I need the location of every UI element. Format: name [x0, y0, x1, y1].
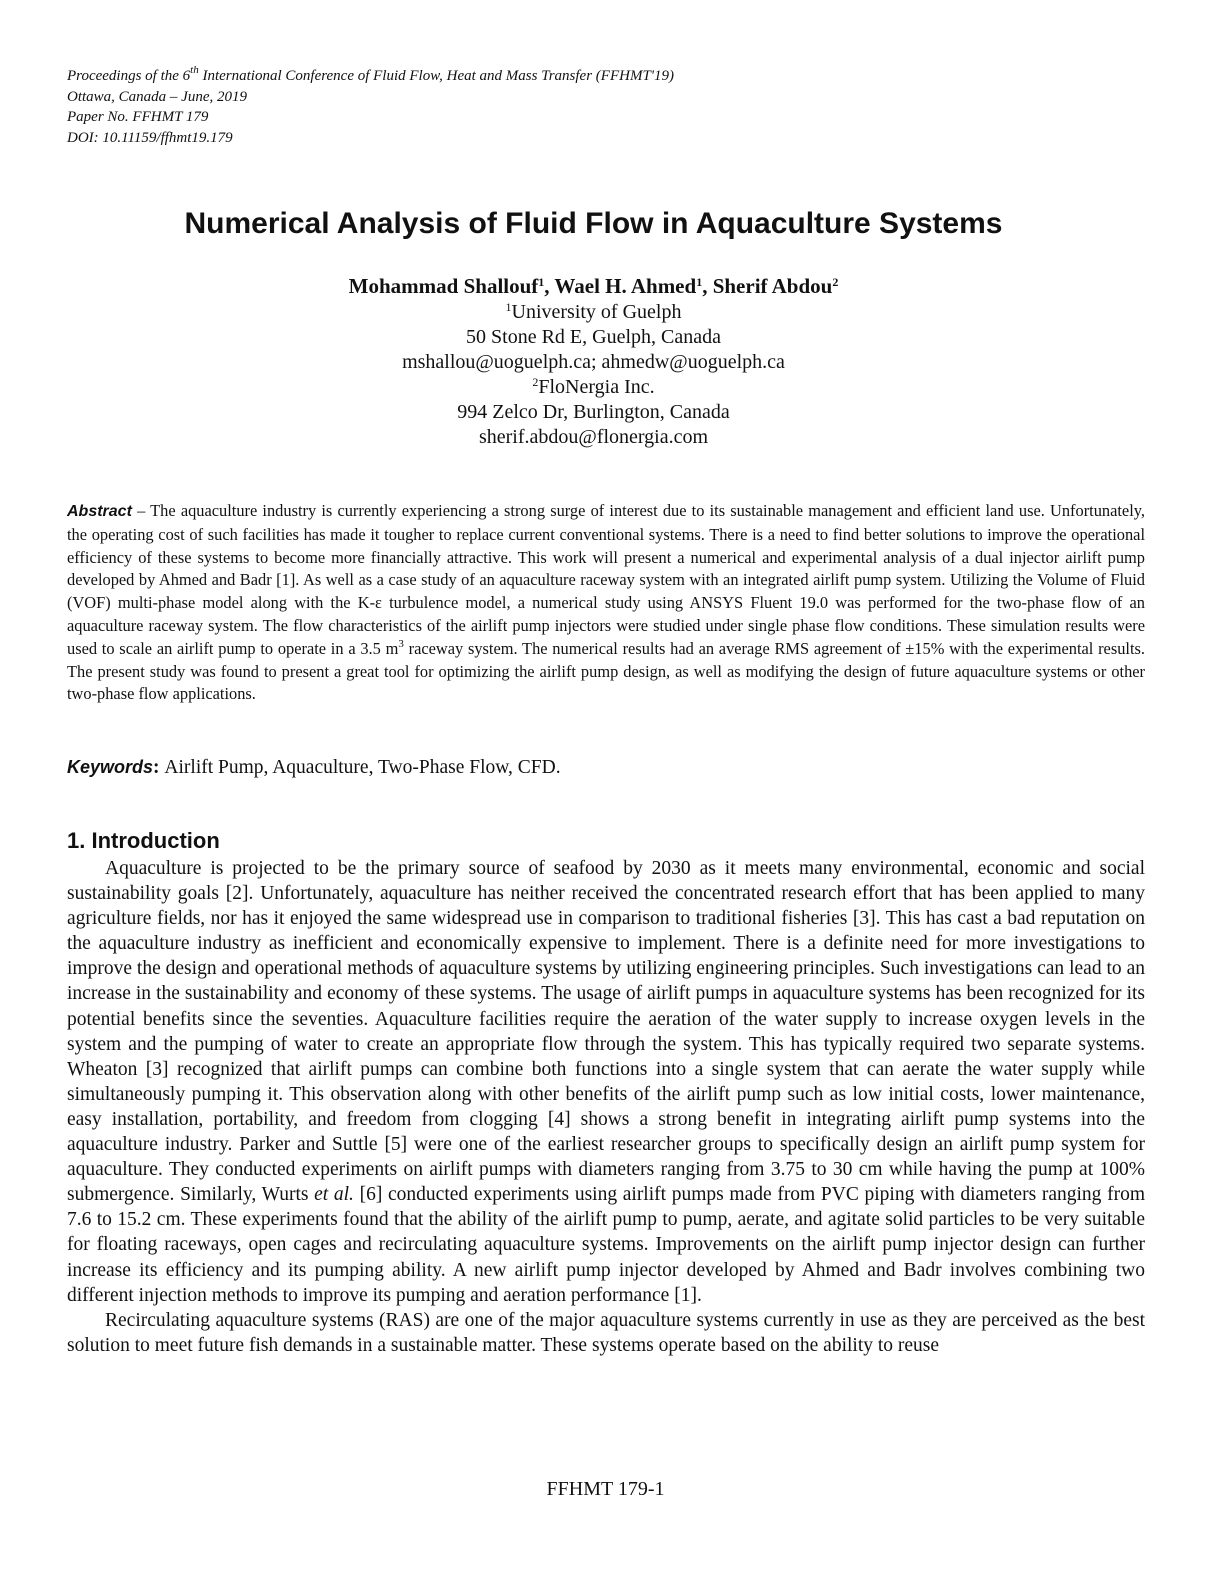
- keywords-text: Airlift Pump, Aquaculture, Two-Phase Flow, CFD.: [164, 757, 561, 778]
- author-block: [0, 272, 1187, 450]
- proceedings-line-post: International Conference of Fluid Flow, Heat and Mass Transfer (FFHMT'19): [198, 68, 674, 84]
- author-name: Sherif Abdou: [712, 274, 833, 298]
- ordinal-superscript: th: [190, 64, 199, 76]
- location-date-line: Ottawa, Canada – June, 2019: [67, 88, 247, 105]
- page-footer: FFHMT 179-1: [546, 1478, 665, 1500]
- introduction-body: [67, 856, 1145, 1358]
- cubic-superscript: 3: [398, 637, 404, 650]
- affiliation-2-email: sherif.abdou@flonergia.com: [478, 426, 709, 448]
- abstract: [67, 500, 1145, 706]
- paragraph-text-continued: [6] conducted experiments using airlift pumps made from PVC piping with diameters ranging from 7.6 to 15.2 cm. These experiments found that the ability of the airlift pump to pump, aerate, and agitate solid particles to be very suitable for floating raceways, open cages and recirculating aquaculture systems. Improvements on the airlift pump injector design can further increase its efficiency and its pumping ability. A new airlift pump injector developed by Ahmed and Badr involves combining two different injection methods to improve its pumping and aeration performance [1].: [67, 1184, 1145, 1306]
- author-name: Wael H. Ahmed: [554, 274, 697, 298]
- abstract-text-continued: raceway system. The numerical results had an average RMS agreement of ±15% with the experimental results. The present study was found to present a great tool for optimizing the airlift pump design, as well as modifying the design of future aquaculture systems or other two-phase flow applications.: [67, 638, 1145, 704]
- affiliation-marker: 1: [505, 300, 512, 314]
- author-separator: ,: [702, 274, 713, 298]
- introduction-paragraph-1: [67, 856, 1145, 1308]
- author-name: Mohammad Shallouf: [348, 274, 539, 298]
- affiliation-marker: 1: [538, 275, 545, 289]
- affiliation-2-address: 994 Zelco Dr, Burlington, Canada: [457, 401, 730, 423]
- proceedings-line: [67, 66, 967, 87]
- paper-title: Numerical Analysis of Fluid Flow in Aquaculture Systems: [184, 207, 1003, 240]
- abstract-text: The aquaculture industry is currently experiencing a strong surge of interest due to its sustainable management and efficient land use. Unfortunately, the operating cost of such facilities has made it tougher to replace current conventional systems. There is a need to find better solutions to improve the operational efficiency of these systems to become more financially attractive. This work will present a numerical and experimental analysis of a dual injector airlift pump developed by Ahmed and Badr [1]. As well as a case study of an aquaculture raceway system with an integrated airlift pump system. Utilizing the Volume of Fluid (VOF) multi-phase model along with the K-ε turbulence model, a numerical study using ANSYS Fluent 19.0 was performed for the two-phase flow of an aquaculture raceway system. The flow characteristics of the airlift pump injectors were studied under single phase flow conditions. These simulation results were used to scale an airlift pump to operate in a 3.5 m: [67, 501, 1145, 658]
- affiliation-name: FloNergia Inc.: [538, 376, 655, 398]
- doi-line: DOI: 10.11159/ffhmt19.179: [67, 129, 233, 146]
- author-separator: ,: [544, 274, 555, 298]
- section-heading-introduction: 1. Introduction: [67, 828, 220, 853]
- abstract-label: Abstract: [67, 503, 132, 520]
- affiliation-1-address: 50 Stone Rd E, Guelph, Canada: [466, 326, 721, 348]
- keywords-label: Keywords: [67, 757, 154, 777]
- proceedings-line-pre: Proceedings of the 6: [67, 68, 191, 84]
- affiliation-1-emails: mshallou@uoguelph.ca; ahmedw@uoguelph.ca: [402, 351, 785, 373]
- affiliation-name: University of Guelph: [511, 301, 682, 323]
- abstract-dash: –: [131, 501, 151, 520]
- italic-et-al: et al.: [314, 1184, 354, 1206]
- affiliation-marker: 1: [696, 275, 703, 289]
- keywords: [67, 754, 1145, 781]
- affiliation-marker: 2: [532, 375, 539, 389]
- paragraph-text: Aquaculture is projected to be the primary source of seafood by 2030 as it meets many environmental, economic and social sustainability goals [2]. Unfortunately, aquaculture has neither received the concentrated research effort that has been applied to many agriculture fields, nor has it enjoyed the same widespread use in comparison to traditional fisheries [3]. This has cast a bad reputation on the aquaculture industry as inefficient and economically expensive to implement. There is a definite need for more investigations to improve the design and operational methods of aquaculture systems by utilizing engineering principles. Such investigations can lead to an increase in the sustainability and economy of these systems. The usage of airlift pumps in aquaculture systems has been recognized for its potential benefits since the seventies. Aquaculture facilities require the aeration of the water supply to increase oxygen levels in the system and the pumping of water to create an appropriate flow through the system. This has typically required two separate systems. Wheaton [3] recognized that airlift pumps can combine both functions into a single system that can aerate the water supply while simultaneously pumping it. This observation along with other benefits of the airlift pump such as low initial costs, lower maintenance, easy installation, portability, and freedom from clogging [4] shows a strong benefit in integrating airlift pump systems into the aquaculture industry. Parker and Suttle [5] were one of the earliest researcher groups to specifically design an airlift pump system for aquaculture. They conducted experiments on airlift pumps with diameters ranging from 3.75 to 30 cm while having the pump at 100% submergence. Similarly, Wurts: [67, 858, 1145, 1206]
- proceedings-header: [67, 66, 967, 148]
- affiliation-1-name: [0, 300, 1187, 325]
- affiliation-marker: 2: [832, 275, 839, 289]
- paper-number-line: Paper No. FFHMT 179: [67, 109, 209, 125]
- affiliation-2-name: [0, 375, 1187, 400]
- keywords-colon: :: [153, 757, 165, 778]
- introduction-paragraph-2: Recirculating aquaculture systems (RAS) are one of the major aquaculture systems currently in use as they are perceived as the best solution to meet future fish demands in a sustainable matter. These systems operate based on the ability to reuse: [67, 1309, 1145, 1356]
- author-names: [0, 272, 1187, 300]
